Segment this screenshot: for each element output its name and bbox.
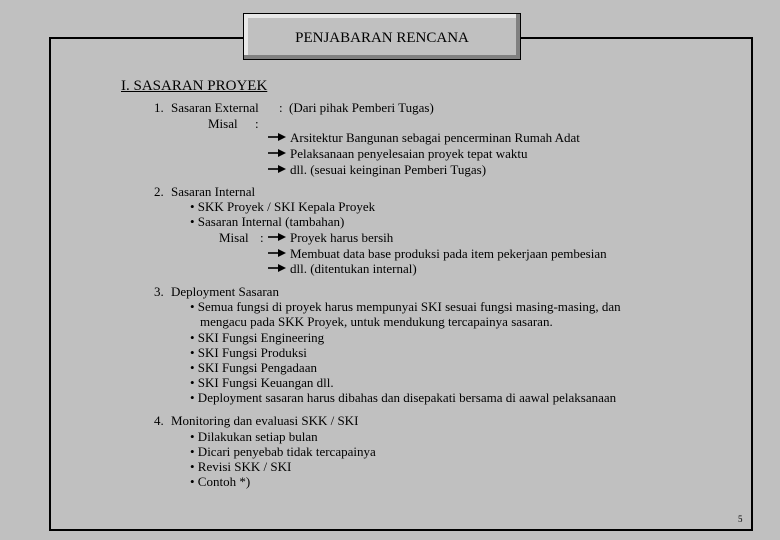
item-label: Sasaran Internal	[171, 184, 256, 199]
bullet-item: • SKI Fungsi Pengadaan	[190, 360, 317, 375]
example-item: Membuat data base produksi pada item pekerjaan pembesian	[290, 246, 607, 261]
item-label: Deployment Sasaran	[171, 284, 279, 299]
misal-label: Misal	[208, 116, 238, 131]
example-item: Pelaksanaan penyelesaian proyek tepat waktu	[290, 146, 528, 161]
bullet-item: • Dilakukan setiap bulan	[190, 429, 318, 444]
arrow-icon	[267, 148, 287, 158]
colon: :	[279, 100, 283, 115]
bullet-item: • Contoh *)	[190, 474, 251, 489]
misal-colon: :	[260, 230, 264, 245]
item-note: (Dari pihak Pemberi Tugas)	[289, 100, 434, 115]
misal-colon: :	[255, 116, 259, 131]
arrow-icon	[267, 132, 287, 142]
bullet-item: • Dicari penyebab tidak tercapainya	[190, 444, 376, 459]
item-number: 2.	[154, 184, 164, 199]
bullet-item: • Sasaran Internal (tambahan)	[190, 214, 345, 229]
bullet-item: • Deployment sasaran harus dibahas dan disepakati bersama di aawal pelaksanaan	[190, 390, 617, 405]
section-heading: I. SASARAN PROYEK	[121, 78, 268, 94]
bullet-item: • SKI Fungsi Produksi	[190, 345, 307, 360]
item-label: Sasaran External	[171, 100, 259, 115]
title-box	[243, 13, 521, 60]
bullet-item: • Revisi SKK / SKI	[190, 459, 292, 474]
bullet-item: • SKI Fungsi Keuangan dll.	[190, 375, 334, 390]
example-item: dll. (ditentukan internal)	[290, 261, 417, 276]
arrow-icon	[267, 164, 287, 174]
page-title: PENJABARAN RENCANA	[295, 30, 469, 46]
item-number: 1.	[154, 100, 164, 115]
bullet-item: • SKI Fungsi Engineering	[190, 330, 325, 345]
arrow-icon	[267, 263, 287, 273]
item-number: 3.	[154, 284, 164, 299]
example-item: dll. (sesuai keinginan Pemberi Tugas)	[290, 162, 487, 177]
bullet-item: • SKK Proyek / SKI Kepala Proyek	[190, 199, 376, 214]
arrow-icon	[267, 248, 287, 258]
example-item: Arsitektur Bangunan sebagai pencerminan Rumah Adat	[290, 130, 580, 145]
item-number: 4.	[154, 413, 164, 428]
item-label: Monitoring dan evaluasi SKK / SKI	[171, 413, 359, 428]
bullet-item: • Semua fungsi di proyek harus mempunyai SKI sesuai fungsi masing-masing, dan	[190, 299, 621, 314]
arrow-icon	[267, 232, 287, 242]
example-item: Proyek harus bersih	[290, 230, 394, 245]
page-number: 5	[738, 514, 743, 524]
misal-label: Misal	[219, 230, 249, 245]
bullet-continuation: mengacu pada SKK Proyek, untuk mendukung tercapainya sasaran.	[200, 314, 553, 329]
